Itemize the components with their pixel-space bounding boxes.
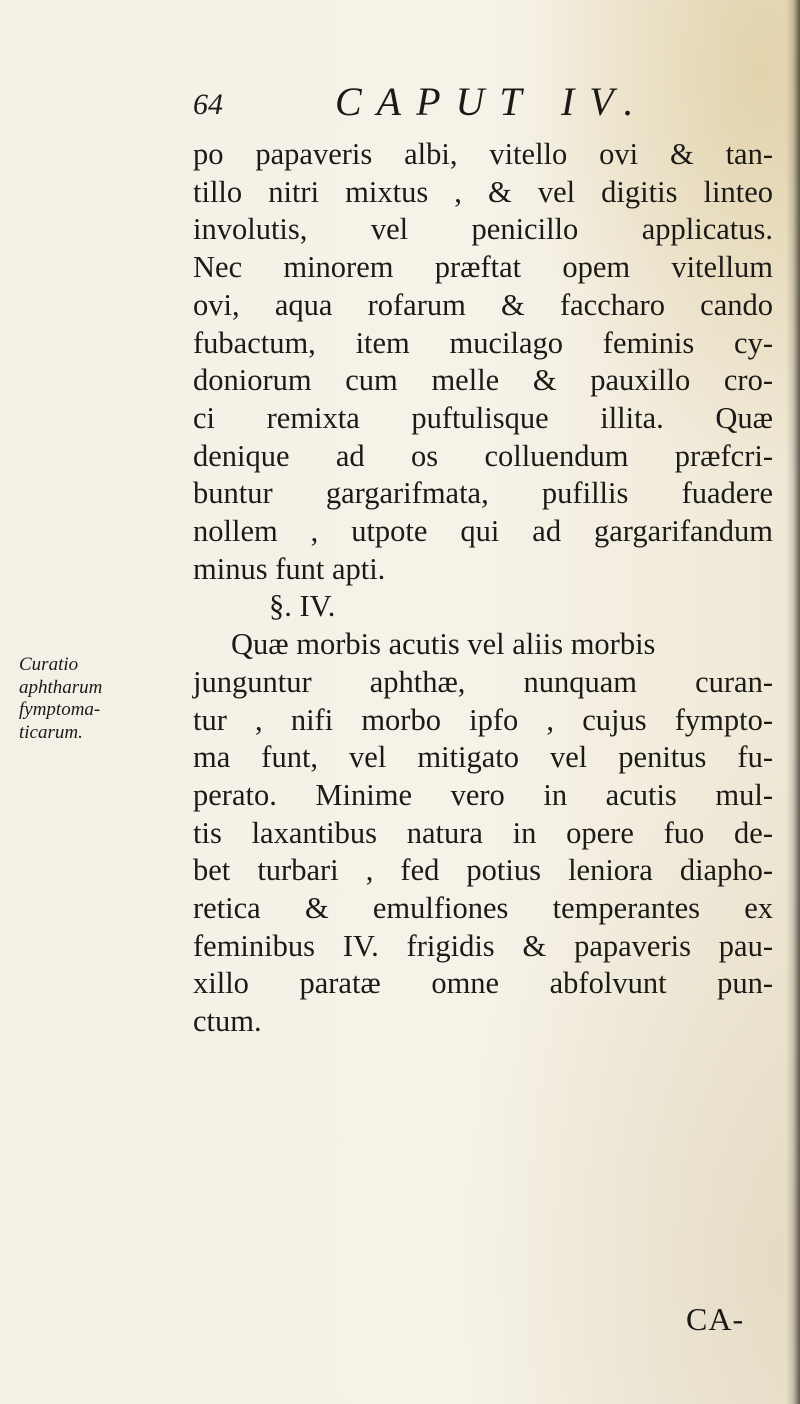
running-head: CAPUT IV. [335,79,649,124]
text-line: tillo nitri mixtus , & vel digitis linteo [193,174,773,209]
text-line: denique ad os colluendum præfcri- [193,438,773,473]
text-line: junguntur aphthæ, nunquam curan- [193,664,773,699]
text-line: xillo paratæ omne abfolvunt pun- [193,966,773,1001]
margin-note-line: ticarum. [19,721,83,743]
page-header [193,78,713,126]
text-line: fubactum, item mucilago feminis cy- [193,325,773,360]
text-line: ctum. [193,1004,262,1039]
text-line: ovi, aqua rofarum & faccharo cando [193,287,773,322]
catchword: CA- [686,1301,745,1337]
page-edge-shadow [786,0,800,1404]
text-line: minus funt apti. [193,551,386,586]
text-line: retica & emulfiones temperantes ex [193,891,773,926]
margin-note-line: aphtharum [19,676,103,698]
text-line: buntur gargarifmata, pufillis fuadere [193,476,773,511]
text-line: doniorum cum melle & pauxillo cro- [193,363,773,398]
text-line: po papaveris albi, vitello ovi & tan- [193,137,773,171]
body-text [193,136,773,1041]
margin-note-line: Curatio [19,654,79,675]
text-line: ci remixta puftulisque illita. Quæ [193,400,773,435]
page-number: 64 [193,88,223,121]
margin-note [19,654,189,744]
margin-note-line: fymptoma- [19,699,101,720]
text-line: tur , nifi morbo ipfo , cujus fympto- [193,702,773,737]
text-line: Quæ morbis acutis vel aliis morbis [231,627,656,662]
text-line: Nec minorem præftat opem vitellum [193,250,773,285]
text-line: bet turbari , fed potius leniora diapho- [193,853,773,888]
text-line: ma funt, vel mitigato vel penitus fu- [193,740,773,775]
text-line: feminibus IV. frigidis & papaveris pau- [193,928,773,963]
text-line: tis laxantibus natura in opere fuo de- [193,815,773,850]
text-line: involutis, vel penicillo applicatus. [193,212,773,247]
text-line: nollem , utpote qui ad gargarifandum [193,514,773,549]
text-line: perato. Minime vero in acutis mul- [193,777,773,812]
section-heading: §. IV. [269,589,336,624]
